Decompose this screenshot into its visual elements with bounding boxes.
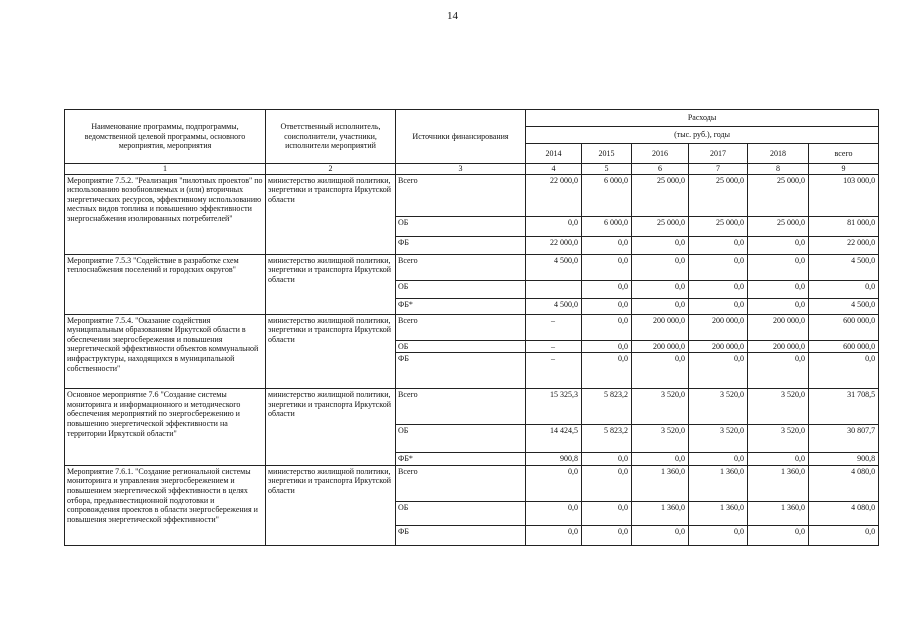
year-value-cell: 200 000,0	[632, 340, 689, 353]
program-name-cell: Мероприятие 7.5.4. "Оказание содействия муниципальным образованиям Иркутской области в обеспечении энергосбережения и повышения энергетической эффективности объектов коммунальной инфраструктуры, находящихся в муниципальной собственности"	[65, 314, 266, 389]
total-value-cell: 103 000,0	[809, 174, 879, 216]
year-value-cell: 0,0	[582, 314, 632, 340]
responsible-cell: министерство жилищной политики, энергетики и транспорта Иркутской области	[266, 254, 396, 314]
year-value-cell: 1 360,0	[748, 465, 809, 501]
page-number: 14	[447, 10, 458, 22]
year-value-cell: 0,0	[748, 254, 809, 280]
table-row	[65, 389, 879, 425]
source-cell: ОБ	[396, 216, 526, 236]
source-cell: Всего	[396, 254, 526, 280]
year-value-cell: 0,0	[748, 298, 809, 314]
year-value-cell: 1 360,0	[632, 501, 689, 525]
year-value-cell: 0,0	[689, 525, 748, 545]
responsible-cell: министерство жилищной политики, энергетики и транспорта Иркутской области	[266, 465, 396, 545]
col-number: 6	[632, 164, 689, 175]
year-value-cell: 0,0	[582, 340, 632, 353]
header-total: всего	[809, 144, 879, 164]
year-value-cell: 1 360,0	[632, 465, 689, 501]
year-value-cell: 0,0	[632, 298, 689, 314]
col-number: 1	[65, 164, 266, 175]
year-value-cell: 0,0	[526, 465, 582, 501]
year-value-cell: 0,0	[582, 298, 632, 314]
year-value-cell: 1 360,0	[748, 501, 809, 525]
header-year: 2014	[526, 144, 582, 164]
year-value-cell: –	[526, 314, 582, 340]
total-value-cell: 900,8	[809, 453, 879, 466]
total-value-cell: 30 807,7	[809, 425, 879, 453]
header-year: 2015	[582, 144, 632, 164]
year-value-cell: 0,0	[689, 254, 748, 280]
year-value-cell: 25 000,0	[689, 174, 748, 216]
total-value-cell: 4 500,0	[809, 254, 879, 280]
year-value-cell: 0,0	[582, 465, 632, 501]
expenses-table	[64, 109, 879, 546]
program-name-cell: Основное мероприятие 7.6 "Создание системы мониторинга и информационного и методического обеспечения мероприятий по энергосбережению и повышению энергетической эффективности на территории Иркутской области"	[65, 389, 266, 466]
source-cell: Всего	[396, 314, 526, 340]
year-value-cell: 3 520,0	[748, 389, 809, 425]
total-value-cell: 22 000,0	[809, 236, 879, 254]
year-value-cell: 0,0	[748, 525, 809, 545]
source-cell: ФБ	[396, 353, 526, 389]
year-value-cell: 0,0	[748, 236, 809, 254]
year-value-cell: 200 000,0	[689, 314, 748, 340]
total-value-cell: 81 000,0	[809, 216, 879, 236]
year-value-cell: 0,0	[632, 353, 689, 389]
year-value-cell: 4 500,0	[526, 298, 582, 314]
source-cell: ОБ	[396, 425, 526, 453]
year-value-cell: 5 823,2	[582, 425, 632, 453]
col-number: 2	[266, 164, 396, 175]
year-value-cell: 0,0	[582, 501, 632, 525]
year-value-cell: 4 500,0	[526, 254, 582, 280]
year-value-cell: 0,0	[582, 280, 632, 298]
year-value-cell: 0,0	[632, 453, 689, 466]
col-number: 9	[809, 164, 879, 175]
year-value-cell: 0,0	[689, 298, 748, 314]
year-value-cell: 3 520,0	[632, 425, 689, 453]
header-year: 2016	[632, 144, 689, 164]
table-row	[65, 254, 879, 280]
year-value-cell: 25 000,0	[689, 216, 748, 236]
year-value-cell: –	[526, 353, 582, 389]
year-value-cell	[526, 280, 582, 298]
program-name-cell: Мероприятие 7.6.1. "Создание региональной системы мониторинга и управления энергосбережением и повышением энергетической эффективности в целях отбора, предынвестиционной подготовки и сопровождения проектов в области энергосбережения и повышения энергетической эффективности"	[65, 465, 266, 545]
year-value-cell: 0,0	[526, 525, 582, 545]
col-number: 7	[689, 164, 748, 175]
year-value-cell: 0,0	[526, 501, 582, 525]
expenses-table-wrapper	[64, 109, 878, 546]
source-cell: ФБ*	[396, 453, 526, 466]
source-cell: Всего	[396, 465, 526, 501]
year-value-cell: 0,0	[689, 353, 748, 389]
header-year: 2017	[689, 144, 748, 164]
header-expenses: Расходы	[526, 110, 879, 127]
source-cell: ОБ	[396, 280, 526, 298]
header-responsible: Ответственный исполнитель, соисполнители, участники, исполнители мероприятий	[266, 110, 396, 164]
year-value-cell: 25 000,0	[748, 216, 809, 236]
source-cell: ОБ	[396, 501, 526, 525]
year-value-cell: 0,0	[748, 353, 809, 389]
total-value-cell: 600 000,0	[809, 314, 879, 340]
year-value-cell: 25 000,0	[632, 216, 689, 236]
total-value-cell: 0,0	[809, 525, 879, 545]
total-value-cell: 4 080,0	[809, 501, 879, 525]
year-value-cell: 0,0	[582, 453, 632, 466]
year-value-cell: 14 424,5	[526, 425, 582, 453]
source-cell: Всего	[396, 174, 526, 216]
total-value-cell: 31 708,5	[809, 389, 879, 425]
year-value-cell: 25 000,0	[632, 174, 689, 216]
total-value-cell: 0,0	[809, 280, 879, 298]
year-value-cell: 22 000,0	[526, 236, 582, 254]
table-row	[65, 465, 879, 501]
year-value-cell: 0,0	[689, 280, 748, 298]
responsible-cell: министерство жилищной политики, энергетики и транспорта Иркутской области	[266, 314, 396, 389]
year-value-cell: 0,0	[632, 254, 689, 280]
source-cell: ФБ	[396, 236, 526, 254]
year-value-cell: 6 000,0	[582, 216, 632, 236]
table-row	[65, 174, 879, 216]
header-name: Наименование программы, подпрограммы, ведомственной целевой программы, основного мероприятия, мероприятия	[65, 110, 266, 164]
year-value-cell: 0,0	[689, 236, 748, 254]
year-value-cell: 0,0	[582, 353, 632, 389]
year-value-cell: 3 520,0	[632, 389, 689, 425]
header-unit: (тыс. руб.), годы	[526, 127, 879, 144]
year-value-cell: 0,0	[582, 236, 632, 254]
year-value-cell: 3 520,0	[689, 389, 748, 425]
year-value-cell: 1 360,0	[689, 501, 748, 525]
source-cell: Всего	[396, 389, 526, 425]
total-value-cell: 4 080,0	[809, 465, 879, 501]
year-value-cell: 6 000,0	[582, 174, 632, 216]
year-value-cell: 22 000,0	[526, 174, 582, 216]
year-value-cell: 25 000,0	[748, 174, 809, 216]
year-value-cell: 200 000,0	[689, 340, 748, 353]
year-value-cell: 0,0	[632, 525, 689, 545]
year-value-cell: 0,0	[632, 236, 689, 254]
table-body	[65, 174, 879, 545]
year-value-cell: 3 520,0	[748, 425, 809, 453]
responsible-cell: министерство жилищной политики, энергетики и транспорта Иркутской области	[266, 174, 396, 254]
year-value-cell: 0,0	[748, 280, 809, 298]
program-name-cell: Мероприятие 7.5.2. "Реализация "пилотных проектов" по использованию возобновляемых и (или) вторичных энергетических ресурсов, эффективному использованию местных видов топлива и повышению эффективности энергоснабжения изолированных потребителей"	[65, 174, 266, 254]
table-row	[65, 314, 879, 340]
col-number: 8	[748, 164, 809, 175]
source-cell: ОБ	[396, 340, 526, 353]
header-sources: Источники финансирования	[396, 110, 526, 164]
year-value-cell: 0,0	[582, 525, 632, 545]
col-number: 4	[526, 164, 582, 175]
source-cell: ФБ*	[396, 298, 526, 314]
year-value-cell: 0,0	[748, 453, 809, 466]
col-number: 5	[582, 164, 632, 175]
year-value-cell: 200 000,0	[748, 314, 809, 340]
year-value-cell: –	[526, 340, 582, 353]
year-value-cell: 1 360,0	[689, 465, 748, 501]
program-name-cell: Мероприятие 7.5.3 "Содействие в разработке схем теплоснабжения поселений и городских округов"	[65, 254, 266, 314]
responsible-cell: министерство жилищной политики, энергетики и транспорта Иркутской области	[266, 389, 396, 466]
year-value-cell: 0,0	[632, 280, 689, 298]
col-number: 3	[396, 164, 526, 175]
total-value-cell: 0,0	[809, 353, 879, 389]
year-value-cell: 0,0	[689, 453, 748, 466]
year-value-cell: 3 520,0	[689, 425, 748, 453]
header-year: 2018	[748, 144, 809, 164]
year-value-cell: 15 325,3	[526, 389, 582, 425]
year-value-cell: 0,0	[582, 254, 632, 280]
year-value-cell: 900,8	[526, 453, 582, 466]
year-value-cell: 0,0	[526, 216, 582, 236]
total-value-cell: 600 000,0	[809, 340, 879, 353]
year-value-cell: 5 823,2	[582, 389, 632, 425]
year-value-cell: 200 000,0	[632, 314, 689, 340]
source-cell: ФБ	[396, 525, 526, 545]
year-value-cell: 200 000,0	[748, 340, 809, 353]
total-value-cell: 4 500,0	[809, 298, 879, 314]
